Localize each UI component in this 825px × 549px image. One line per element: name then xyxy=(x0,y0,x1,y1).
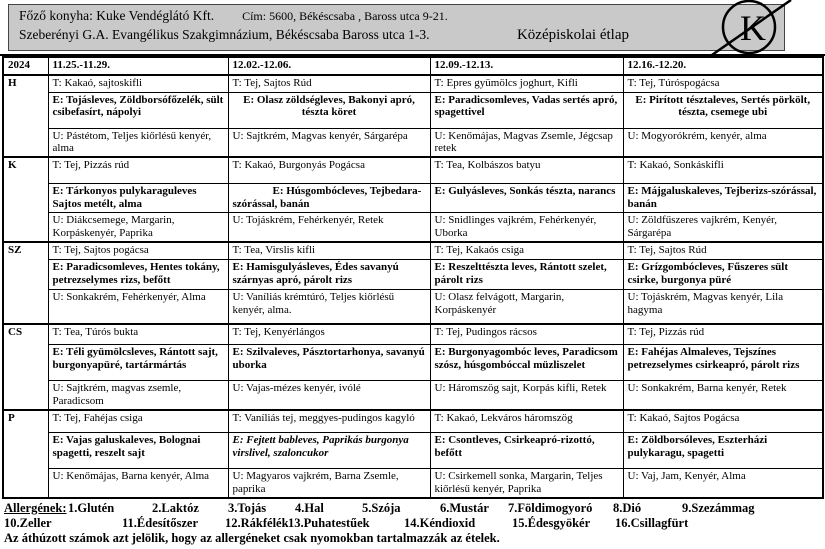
allergen-label: Allergének: xyxy=(4,500,67,515)
allergen-item-13: 13.Puhatestűek xyxy=(288,515,370,530)
cell-SZ-w1-E: E: Paradicsomleves, Hentes tokány, petrezselymes rizs, befőtt xyxy=(48,260,228,290)
header-line2 xyxy=(19,27,774,44)
cell-P-w3-T: T: Kakaó, Lekváros háromszög xyxy=(430,410,623,432)
row-CS-breakfast xyxy=(3,324,823,345)
week-header-3: 12.09.-12.13. xyxy=(430,57,623,75)
cell-SZ-w2-T: T: Tea, Virslis kifli xyxy=(228,242,430,260)
cell-P-w2-E: E: Fejtett bableves, Paprikás burgonya virslivel, szaloncukor xyxy=(228,432,430,468)
menu-type-title: Középiskolai étlap xyxy=(516,27,629,43)
logo-k-icon xyxy=(703,0,795,58)
cell-SZ-w1-T: T: Tej, Sajtos pogácsa xyxy=(48,242,228,260)
cell-CS-w4-T: T: Tej, Pizzás rúd xyxy=(623,324,823,345)
cell-K-w3-E: E: Gulyásleves, Sonkás tészta, narancs xyxy=(430,183,623,212)
cell-SZ-w4-U: U: Tojáskrém, Magvas kenyér, Lila hagyma xyxy=(623,290,823,324)
cell-SZ-w3-U: U: Olasz felvágott, Margarin, Korpáskenyér xyxy=(430,290,623,324)
cell-P-w1-U: U: Kenőmájas, Barna kenyér, Alma xyxy=(48,468,228,497)
allergen-item-4: 4.Hal xyxy=(295,500,324,515)
day-label-P: P xyxy=(3,410,48,497)
cell-P-w4-E: E: Zöldborsóleves, Eszterházi pulykaragu, spagetti xyxy=(623,432,823,468)
row-CS-snack xyxy=(3,381,823,410)
cell-H-w3-T: T: Epres gyümölcs joghurt, Kifli xyxy=(430,75,623,92)
allergen-item-1: 1.Glutén xyxy=(68,500,115,515)
day-label-SZ: SZ xyxy=(3,242,48,324)
row-SZ-snack xyxy=(3,290,823,324)
cell-P-w1-T: T: Tej, Fahéjas csiga xyxy=(48,410,228,432)
cell-P-w4-U: U: Vaj, Jam, Kenyér, Alma xyxy=(623,468,823,497)
day-label-CS: CS xyxy=(3,324,48,410)
row-K-breakfast xyxy=(3,157,823,183)
allergen-item-12: 12.Rákfélék xyxy=(225,515,289,530)
allergen-item-16: 16.Csillagfürt xyxy=(615,515,689,530)
week-header-1: 11.25.-11.29. xyxy=(48,57,228,75)
cell-CS-w1-U: U: Sajtkrém, magvas zsemle, Paradicsom xyxy=(48,381,228,410)
allergen-item-9: 9.Szezámmag xyxy=(682,500,755,515)
cell-K-w4-U: U: Zöldfűszeres vajkrém, Kenyér, Sárgarépa xyxy=(623,212,823,241)
cell-CS-w3-T: T: Tej, Pudingos rácsos xyxy=(430,324,623,345)
row-CS-lunch xyxy=(3,345,823,381)
cell-H-w2-U: U: Sajtkrém, Magvas kenyér, Sárgarépa xyxy=(228,128,430,157)
allergen-item-15: 15.Édesgyökér xyxy=(512,515,591,530)
cell-CS-w2-T: T: Tej, Kenyérlángos xyxy=(228,324,430,345)
cell-CS-w2-U: U: Vajas-mézes kenyér, ivólé xyxy=(228,381,430,410)
cell-CS-w2-E: E: Szilvaleves, Pásztortarhonya, savanyú uborka xyxy=(228,345,430,381)
cell-P-w2-U: U: Magyaros vajkrém, Barna Zsemle, paprika xyxy=(228,468,430,497)
cell-K-w3-T: T: Tea, Kolbászos batyu xyxy=(430,157,623,183)
cell-H-w3-U: U: Kenőmájas, Magvas Zsemle, Jégcsap retek xyxy=(430,128,623,157)
cell-H-w1-E: E: Tojásleves, Zöldborsófőzelék, sült csibefasírt, nápolyi xyxy=(48,92,228,128)
cell-CS-w3-U: U: Háromszög sajt, Korpás kifli, Retek xyxy=(430,381,623,410)
cell-H-w4-E: E: Pirított tésztaleves, Sertés pörkölt, tészta, csemege ubi xyxy=(623,92,823,128)
cell-P-w2-T: T: Vaníliás tej, meggyes-pudingos kagyló xyxy=(228,410,430,432)
allergen-section xyxy=(0,501,825,549)
row-H-lunch xyxy=(3,92,823,128)
cell-SZ-w1-U: U: Sonkakrém, Fehérkenyér, Alma xyxy=(48,290,228,324)
table-header-row xyxy=(3,57,823,75)
cell-SZ-w2-E: E: Hamisgulyásleves, Édes savanyú szárnyas apró, párolt rizs xyxy=(228,260,430,290)
row-SZ-lunch xyxy=(3,260,823,290)
row-K-lunch xyxy=(3,183,823,212)
cell-CS-w4-E: E: Fahéjas Almaleves, Tejszínes petrezselymes csirkeapró, párolt rizs xyxy=(623,345,823,381)
cell-K-w2-T: T: Kakaó, Burgonyás Pogácsa xyxy=(228,157,430,183)
svg-text:K: K xyxy=(740,8,766,48)
allergen-item-14: 14.Kéndioxid xyxy=(404,515,476,530)
document-header xyxy=(0,0,825,56)
cell-SZ-w4-E: E: Grízgombócleves, Fűszeres sült csirke, burgonya püré xyxy=(623,260,823,290)
kitchen-name: Főző konyha: Kuke Vendéglátó Kft. xyxy=(19,8,215,23)
allergen-item-5: 5.Szója xyxy=(362,500,401,515)
row-P-lunch xyxy=(3,432,823,468)
allergen-item-2: 2.Laktóz xyxy=(152,500,199,515)
day-label-H: H xyxy=(3,75,48,157)
cell-K-w3-U: U: Snidlinges vajkrém, Fehérkenyér, Uborka xyxy=(430,212,623,241)
cell-P-w4-T: T: Kakaó, Sajtos Pogácsa xyxy=(623,410,823,432)
row-H-breakfast xyxy=(3,75,823,92)
cell-H-w3-E: E: Paradicsomleves, Vadas sertés apró, spagettivel xyxy=(430,92,623,128)
cell-K-w1-T: T: Tej, Pizzás rúd xyxy=(48,157,228,183)
school-name: Szeberényi G.A. Evangélikus Szakgimnázium, Békéscsaba Baross utca 1-3. xyxy=(19,27,430,42)
cell-H-w2-E: E: Olasz zöldségleves, Bakonyi apró, tészta köret xyxy=(228,92,430,128)
header-line1 xyxy=(19,8,774,24)
cell-K-w1-E: E: Tárkonyos pulykaraguleves Sajtos metélt, alma xyxy=(48,183,228,212)
cell-K-w4-E: E: Májgaluskaleves, Tejberizs-szórással, banán xyxy=(623,183,823,212)
day-label-K: K xyxy=(3,157,48,241)
cell-H-w4-T: T: Tej, Túróspogácsa xyxy=(623,75,823,92)
cell-SZ-w4-T: T: Tej, Sajtos Rúd xyxy=(623,242,823,260)
kitchen-address: Cím: 5600, Békéscsaba , Baross utca 9-21. xyxy=(242,9,448,23)
cell-P-w1-E: E: Vajas galuskaleves, Bolognai spagetti, reszelt sajt xyxy=(48,432,228,468)
cell-H-w4-U: U: Mogyorókrém, kenyér, alma xyxy=(623,128,823,157)
cell-P-w3-U: U: Csirkemell sonka, Margarin, Teljes kiőrlésű kenyér, Paprika xyxy=(430,468,623,497)
allergen-item-3: 3.Tojás xyxy=(228,500,267,515)
cell-H-w1-U: U: Pástétom, Teljes kiőrlésű kenyér, alma xyxy=(48,128,228,157)
allergen-item-7: 7.Földimogyoró xyxy=(508,500,593,515)
row-SZ-breakfast xyxy=(3,242,823,260)
row-K-snack xyxy=(3,212,823,241)
cell-SZ-w3-E: E: Reszelttészta leves, Rántott szelet, párolt rizs xyxy=(430,260,623,290)
allergen-item-8: 8.Dió xyxy=(613,500,642,515)
cell-CS-w1-T: T: Tea, Túrós bukta xyxy=(48,324,228,345)
cell-H-w1-T: T: Kakaó, sajtoskifli xyxy=(48,75,228,92)
cell-K-w2-U: U: Tojáskrém, Fehérkenyér, Retek xyxy=(228,212,430,241)
cell-CS-w3-E: E: Burgonyagombóc leves, Paradicsom szósz, húsgombóccal müzliszelet xyxy=(430,345,623,381)
week-header-4: 12.16.-12.20. xyxy=(623,57,823,75)
allergen-item-10: 10.Zeller xyxy=(4,515,52,530)
allergen-item-11: 11.Édesítőszer xyxy=(122,515,199,530)
row-H-snack xyxy=(3,128,823,157)
week-header-2: 12.02.-12.06. xyxy=(228,57,430,75)
cell-H-w2-T: T: Tej, Sajtos Rúd xyxy=(228,75,430,92)
row-P-snack xyxy=(3,468,823,497)
cell-K-w4-T: T: Kakaó, Sonkáskifli xyxy=(623,157,823,183)
cell-K-w1-U: U: Diákcsemege, Margarin, Korpáskenyér, Paprika xyxy=(48,212,228,241)
cell-CS-w4-U: U: Sonkakrém, Barna kenyér, Retek xyxy=(623,381,823,410)
menu-table xyxy=(2,56,824,499)
row-P-breakfast xyxy=(3,410,823,432)
allergen-footnote: Az áthúzott számok azt jelölik, hogy az allergéneket csak nyomokban tartalmazzák az ételek. xyxy=(4,530,500,545)
allergen-item-6: 6.Mustár xyxy=(440,500,489,515)
cell-CS-w1-E: E: Téli gyümölcsleves, Rántott sajt, burgonyapüré, tartármártás xyxy=(48,345,228,381)
header-box xyxy=(8,4,785,51)
cell-SZ-w3-T: T: Tej, Kakaós csiga xyxy=(430,242,623,260)
cell-P-w3-E: E: Csontleves, Csirkeapró-rizottó, befőtt xyxy=(430,432,623,468)
cell-SZ-w2-U: U: Vaníliás krémtúró, Teljes kiőrlésű kenyér, alma. xyxy=(228,290,430,324)
cell-K-w2-E: E: Húsgombócleves, Tejbedara-szórással, banán xyxy=(228,183,430,212)
year-header: 2024 xyxy=(3,57,48,75)
